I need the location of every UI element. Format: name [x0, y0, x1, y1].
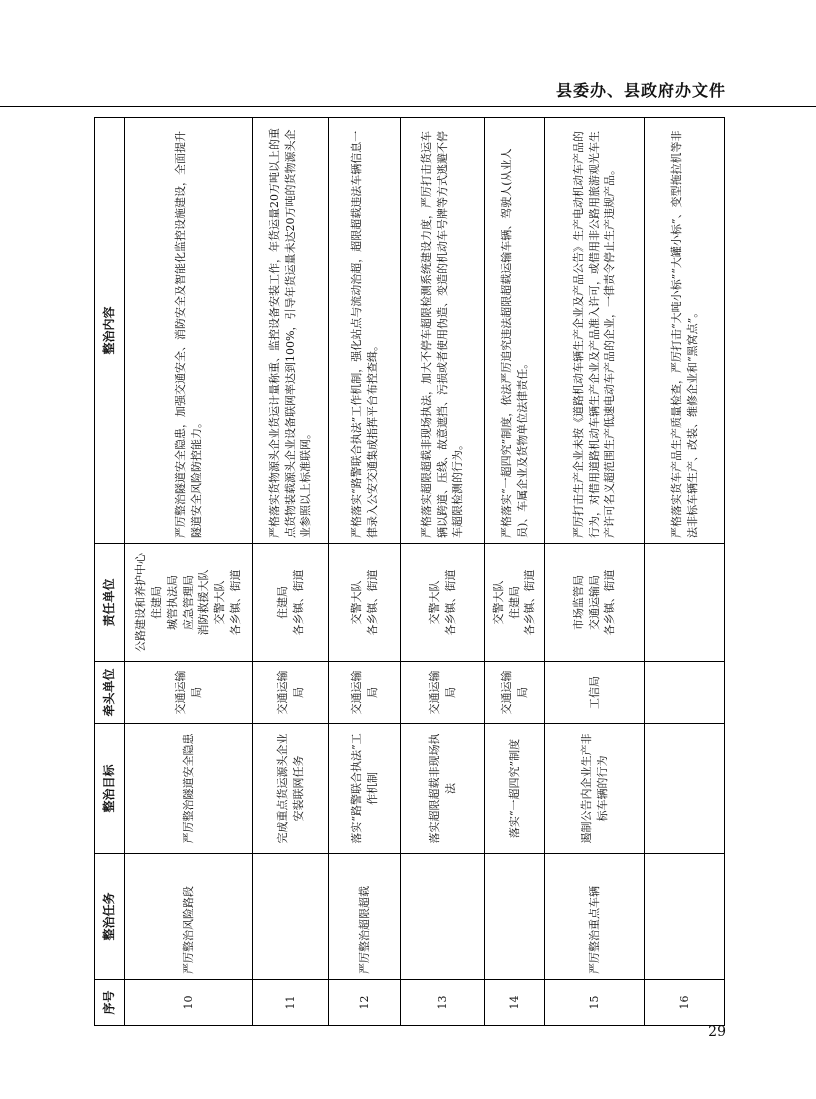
row-no: 15: [545, 980, 645, 1026]
row-lead: 交通运输局: [485, 662, 545, 724]
row-goal: 遏制公告内企业生产非标车辆的行为: [545, 724, 645, 854]
row-task: 严厉整治风险路段: [125, 854, 253, 980]
header-goal: 整治目标: [95, 724, 125, 854]
row-lead: 交通运输局: [253, 662, 329, 724]
table-row: [485, 118, 545, 1026]
table-row: [645, 118, 725, 1026]
row-task: 严厉整治重点车辆: [545, 854, 645, 980]
rectification-table-container: [94, 118, 724, 1026]
row-lead: 交通运输局: [125, 662, 253, 724]
row-content: 严格落实超限超载非现场执法，加大不停车超限检测系统建设力度，严厉打击货运车辆以跨道、压线、故意遮挡、污损或者使用伪造、变造的机动车号牌等方式逃避不停车超限检测的行为。: [401, 118, 485, 544]
row-content: 严格落实“路警联合执法”工作机制，强化站点与流动治超，超限超载违法车辆信息一律录入公安交通集成指挥平台布控查缉。: [329, 118, 401, 544]
row-resp: [645, 544, 725, 662]
header-task: 整治任务: [95, 854, 125, 980]
row-lead: 工信局: [545, 662, 645, 724]
row-goal: 落实“路警联合执法”工作机制: [329, 724, 401, 854]
row-task: [645, 854, 725, 980]
row-no: 16: [645, 980, 725, 1026]
row-content: 严厉打击生产企业未按《道路机动车辆生产企业及产品公告》生产电动机动车产品的行为，对借用道路机动车辆生产企业及产品准入许可，或借用非公路用旅游观光车生产许可名义超范围生产低速电动车产品的企业，一律责令停止生产违规产品。: [545, 118, 645, 544]
row-resp: 公路建设和养护中心 住建局 城管执法局 应急管理局 消防救援大队 交警大队 各乡镇、街道: [125, 544, 253, 662]
row-resp: 住建局 各乡镇、街道: [253, 544, 329, 662]
row-no: 14: [485, 980, 545, 1026]
row-lead: 交通运输局: [401, 662, 485, 724]
table-row: [253, 118, 329, 1026]
page-number: 29: [708, 1024, 726, 1040]
header-lead: 牵头单位: [95, 662, 125, 724]
header-content: 整治内容: [95, 118, 125, 544]
row-task: [485, 854, 545, 980]
row-content: 严格落实“一超四究”制度，依法严厉追究违法超限超载运输车辆、驾驶人(从业人员)、车属企业及货物单位法律责任。: [485, 118, 545, 544]
rotated-table-frame: [94, 118, 724, 1026]
row-task: [253, 854, 329, 980]
row-resp: 交警大队 各乡镇、街道: [401, 544, 485, 662]
table-row: [545, 118, 645, 1026]
row-lead: [645, 662, 725, 724]
table-row: [329, 118, 401, 1026]
row-resp: 市场监管局 交通运输局 各乡镇、街道: [545, 544, 645, 662]
row-no: 12: [329, 980, 401, 1026]
header-no: 序号: [95, 980, 125, 1026]
row-no: 10: [125, 980, 253, 1026]
row-goal: 严厉整治隧道安全隐患: [125, 724, 253, 854]
header-resp: 责任单位: [95, 544, 125, 662]
row-no: 11: [253, 980, 329, 1026]
rectification-table: [94, 117, 725, 1026]
row-goal: 落实“一超四究”制度: [485, 724, 545, 854]
row-resp: 交警大队 住建局 各乡镇、街道: [485, 544, 545, 662]
table-header-row: [95, 118, 125, 1026]
row-task: [401, 854, 485, 980]
row-goal: 完成重点货运源头企业安装联网任务: [253, 724, 329, 854]
header-divider: [0, 106, 816, 107]
row-content: 严厉整治隧道安全隐患，加强交通安全、消防安全及智能化监控设施建设，全面提升隧道安全风险防控能力。: [125, 118, 253, 544]
row-goal: 落实超限超载非现场执法: [401, 724, 485, 854]
row-content: 严格落实货车产品生产质量检查，严厉打击“大吨小标”“大罐小标”、变型拖拉机等非法非标车辆生产、改装、维修企业和“黑窝点”。: [645, 118, 725, 544]
row-goal: [645, 724, 725, 854]
table-row: [125, 118, 253, 1026]
document-header-title: 县委办、县政府办文件: [555, 81, 726, 100]
row-no: 13: [401, 980, 485, 1026]
row-content: 严格落实货物源头企业货运计量称重、监控设备安装工作，年货运量20万吨以上的重点货物装载源头企业设备联网率达到100%，引导年货运量未达20万吨的货物源头企业参照以上标准联网。: [253, 118, 329, 544]
row-task: 严厉整治超限超载: [329, 854, 401, 980]
row-lead: 交通运输局: [329, 662, 401, 724]
table-row: [401, 118, 485, 1026]
row-resp: 交警大队 各乡镇、街道: [329, 544, 401, 662]
